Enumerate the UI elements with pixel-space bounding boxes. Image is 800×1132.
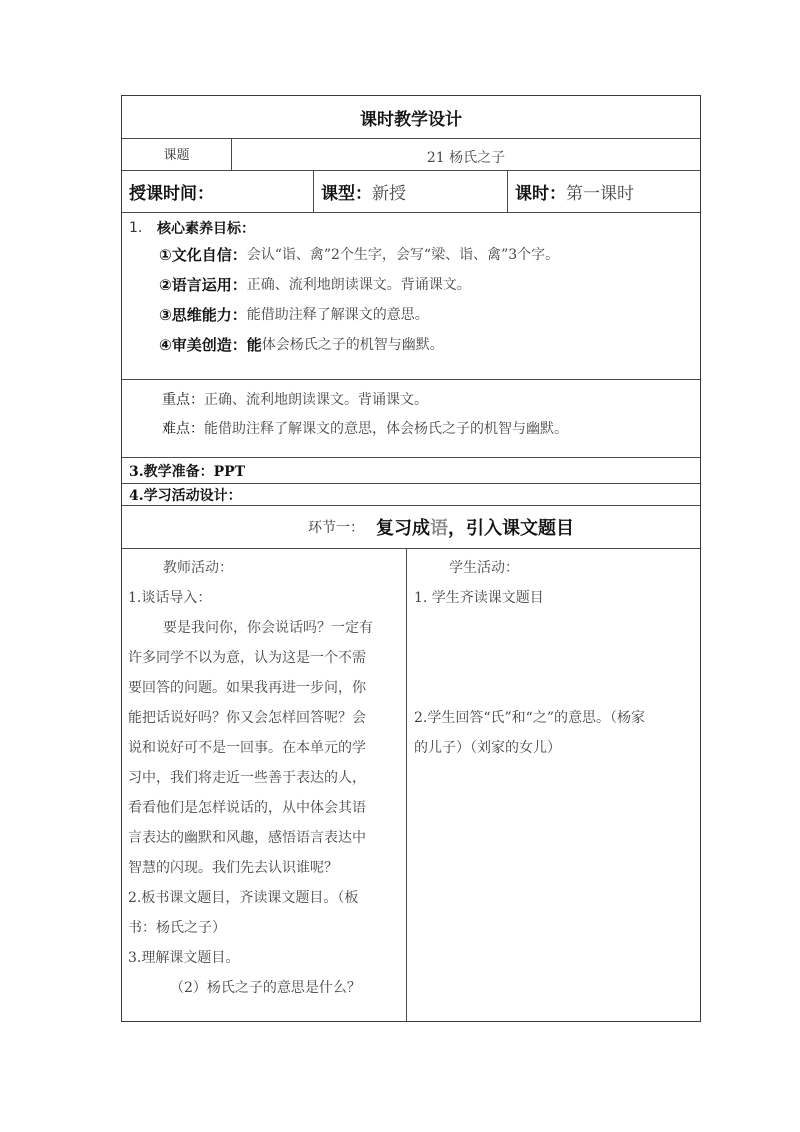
lesson-plan-table	[121, 95, 701, 1022]
period-label: 课时：	[515, 184, 566, 204]
stage-title-grey: 语	[430, 518, 448, 539]
student-line: 的儿子）（刘家的女儿）	[414, 740, 561, 756]
student-line: 2.学生回答“氏”和“之”的意思。（杨家	[414, 710, 645, 726]
title-row	[122, 96, 700, 139]
activity-design-row	[122, 484, 700, 506]
topic-value: 21 杨氏之子	[426, 150, 506, 166]
teacher-line: 要回答的问题。如果我再进一步问，你	[128, 680, 366, 696]
goals-heading-text: 核心素养目标：	[157, 221, 255, 237]
difficulty-item	[162, 413, 700, 442]
student-line: 1. 学生齐读课文题目	[414, 590, 544, 606]
period-cell	[508, 171, 700, 212]
goal-item	[129, 329, 700, 359]
page-title: 课时教学设计	[360, 109, 462, 130]
time-label: 授课时间：	[129, 184, 214, 204]
teacher-line: 言表达的幽默和风趣，感悟语言表达中	[128, 830, 366, 846]
activity-row	[122, 549, 700, 1021]
key-point-item	[162, 384, 700, 413]
goal-item	[129, 239, 700, 269]
goal-text: 会认“诣、禽”2个生字，会写“梁、诣、禽”3个字。	[246, 247, 560, 263]
activity-design-text: 4.学习活动设计：	[129, 487, 242, 504]
student-heading: 学生活动：	[449, 560, 519, 576]
key-point-label: 重点：	[162, 391, 204, 408]
goal-bold-prefix: 能	[246, 335, 262, 354]
period-value: 第一课时	[566, 184, 634, 204]
goal-item	[129, 269, 700, 299]
goals-row	[122, 213, 700, 380]
teacher-line: （2）杨氏之子的意思是什么？	[170, 980, 361, 996]
goals-number: 1.	[129, 220, 143, 236]
goal-text: 体会杨氏之子的机智与幽默。	[261, 337, 444, 353]
type-value: 新授	[372, 184, 406, 204]
teacher-line: 1.谈话导入：	[128, 590, 212, 606]
topic-row	[122, 139, 700, 171]
spacer	[414, 612, 694, 702]
goals-heading	[129, 217, 700, 239]
stage-title-part1: 复习成	[376, 518, 430, 539]
stage-title	[376, 514, 574, 540]
teacher-line: 3.理解课文题目。	[128, 950, 240, 966]
goal-text: 正确、流利地朗读课文。背诵课文。	[246, 277, 471, 293]
teacher-line: 智慧的闪现。我们先去认识谁呢？	[128, 860, 338, 876]
type-label: 课型：	[321, 184, 372, 204]
key-point-text: 正确、流利地朗读课文。背诵课文。	[204, 391, 428, 408]
teacher-line: 说和说好可不是一回事。在本单元的学	[128, 740, 366, 756]
teacher-line: 能把话说好吗？你又会怎样回答呢？会	[128, 710, 366, 726]
teacher-line: 许多同学不以为意，认为这是一个不需	[128, 650, 366, 666]
type-cell	[314, 171, 508, 212]
teacher-heading: 教师活动：	[163, 560, 233, 576]
time-cell	[122, 171, 314, 212]
goal-label: ③思维能力：	[159, 305, 247, 324]
topic-label: 课题	[122, 139, 232, 170]
goal-item	[129, 299, 700, 329]
teacher-line: 习中，我们将走近一些善于表达的人，	[128, 770, 366, 786]
teacher-line: 书：杨氏之子）	[128, 920, 226, 936]
goal-label: ④审美创造：	[159, 335, 247, 354]
goal-text: 能借助注释了解课文的意思。	[246, 307, 429, 323]
teacher-line: 要是我问你，你会说话吗？一定有	[163, 620, 373, 636]
teacher-activity-column	[122, 549, 407, 1021]
teacher-line: 看看他们是怎样说话的，从中体会其语	[128, 800, 366, 816]
teacher-line: 2.板书课文题目，齐读课文题目。（板	[128, 890, 359, 906]
goal-label: ①文化自信：	[159, 245, 247, 264]
student-activity-column	[407, 549, 700, 1021]
stage-title-part2: ，引入课文题目	[448, 518, 574, 539]
difficulty-text: 能借助注释了解课文的意思，体会杨氏之子的机智与幽默。	[204, 420, 568, 437]
difficulty-label: 难点：	[162, 420, 204, 437]
preparation-text: 3.教学准备：PPT	[129, 463, 246, 480]
key-points-row	[122, 380, 700, 458]
stage-label: 环节一：	[308, 520, 364, 536]
goal-label: ②语言运用：	[159, 275, 247, 294]
meta-row	[122, 171, 700, 213]
stage-row	[122, 506, 700, 549]
preparation-row	[122, 458, 700, 484]
